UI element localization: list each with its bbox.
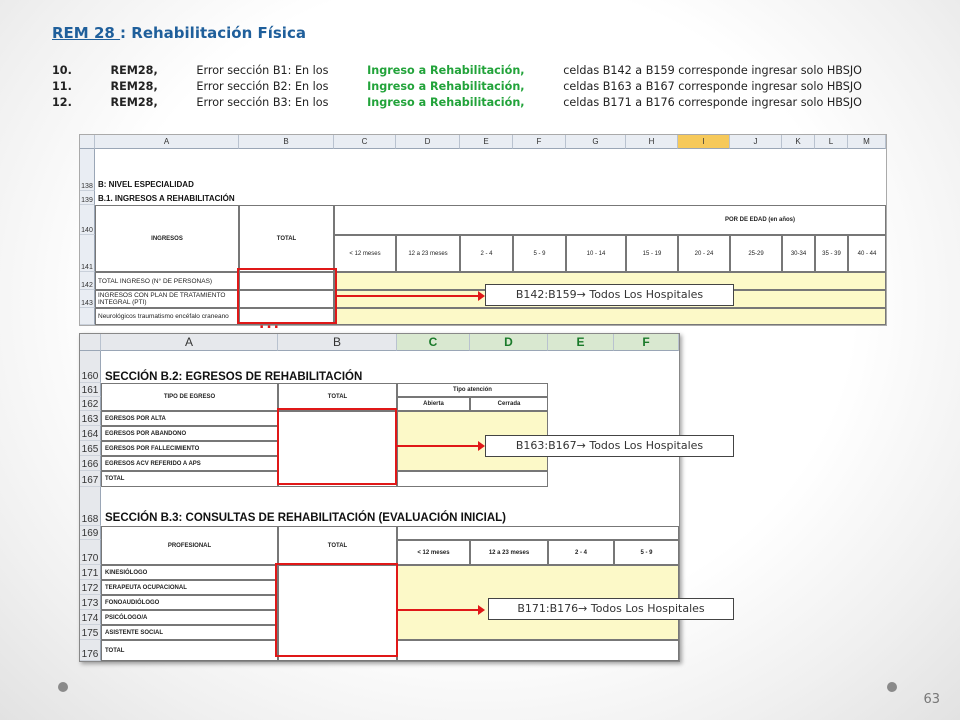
- row-header[interactable]: 142: [80, 272, 95, 290]
- error-item: 12. REM28, Error sección B3: En los Ingreso a Rehabilitación, celdas B171 a B176 corresponde ingresar solo HBSJO: [52, 96, 862, 109]
- row-header[interactable]: 175: [80, 625, 101, 640]
- row-header[interactable]: 138: [80, 149, 95, 191]
- prof-label: KINESIÓLOGO: [101, 565, 278, 580]
- row-header[interactable]: 168: [80, 508, 101, 526]
- header-cerrada: Cerrada: [470, 397, 548, 411]
- age-header: 2 - 4: [548, 540, 614, 565]
- header-blank: [397, 526, 679, 540]
- row-header[interactable]: 171: [80, 565, 101, 580]
- error-item: 10. REM28, Error sección B1: En los Ingreso a Rehabilitación, celdas B142 a B159 corresponde ingresar solo HBSJO: [52, 64, 862, 77]
- col-header-j[interactable]: J: [730, 135, 782, 149]
- col-header-i[interactable]: I: [678, 135, 730, 149]
- age-header: 5 - 9: [513, 235, 566, 272]
- row-header[interactable]: 141: [80, 235, 95, 272]
- error-list: [52, 63, 862, 111]
- arrow: [397, 445, 483, 447]
- row-header[interactable]: 165: [80, 441, 101, 456]
- col-header-a[interactable]: A: [95, 135, 239, 149]
- row-label: Neurológicos traumatismo encéfalo craneano: [95, 308, 239, 325]
- egreso-label: EGRESOS POR ABANDONO: [101, 426, 278, 441]
- header-profesional: PROFESIONAL: [101, 526, 278, 565]
- age-header: < 12 meses: [334, 235, 396, 272]
- header-abierta: Abierta: [397, 397, 470, 411]
- header-total: TOTAL: [278, 383, 397, 411]
- row-header[interactable]: 169: [80, 526, 101, 540]
- egreso-label: EGRESOS POR ALTA: [101, 411, 278, 426]
- row-header[interactable]: 139: [80, 191, 95, 205]
- data-cell[interactable]: [334, 308, 886, 325]
- egreso-label: EGRESOS POR FALLECIMIENTO: [101, 441, 278, 456]
- data-cell[interactable]: [397, 640, 679, 661]
- row-header[interactable]: 166: [80, 456, 101, 471]
- corner-cell: [80, 334, 101, 351]
- col-header-a[interactable]: A: [101, 334, 278, 351]
- bullet-left: [58, 682, 68, 692]
- prof-label: TOTAL: [101, 640, 278, 661]
- row-header[interactable]: 170: [80, 540, 101, 565]
- age-header: 5 - 9: [614, 540, 679, 565]
- page-number: 63: [923, 692, 940, 707]
- col-header-d[interactable]: D: [470, 334, 548, 351]
- row-label: TOTAL INGRESO (N° DE PERSONAS): [95, 272, 239, 290]
- highlight-b163: [277, 408, 397, 485]
- age-header: 35 - 39: [815, 235, 848, 272]
- age-header: 20 - 24: [678, 235, 730, 272]
- arrow: [337, 295, 483, 297]
- egreso-label: EGRESOS ACV REFERIDO A APS: [101, 456, 278, 471]
- row-header[interactable]: 172: [80, 580, 101, 595]
- row-header[interactable]: 140: [80, 205, 95, 235]
- slide-title: [52, 24, 306, 42]
- row-header[interactable]: 143: [80, 290, 95, 308]
- col-header-k[interactable]: K: [782, 135, 815, 149]
- data-cell[interactable]: [397, 471, 548, 487]
- age-header: 40 - 44: [848, 235, 886, 272]
- prof-label: PSICÓLOGO/A: [101, 610, 278, 625]
- callout-b142: B142:B159→ Todos Los Hospitales: [485, 284, 734, 306]
- prof-label: FONOAUDIÓLOGO: [101, 595, 278, 610]
- callout-b163: B163:B167→ Todos Los Hospitales: [485, 435, 734, 457]
- row-header[interactable]: 174: [80, 610, 101, 625]
- arrow: [398, 609, 483, 611]
- age-header: 12 a 23 meses: [470, 540, 548, 565]
- header-por-edad: POR DE EDAD (en años): [334, 205, 886, 235]
- prof-label: ASISTENTE SOCIAL: [101, 625, 278, 640]
- col-header-d[interactable]: D: [396, 135, 460, 149]
- row-header[interactable]: [80, 308, 95, 325]
- col-header-f[interactable]: F: [614, 334, 679, 351]
- col-header-l[interactable]: L: [815, 135, 848, 149]
- callout-b171: B171:B176→ Todos Los Hospitales: [488, 598, 734, 620]
- header-tipo-atencion: Tipo atención: [397, 383, 548, 397]
- row-header[interactable]: 167: [80, 471, 101, 487]
- col-header-m[interactable]: M: [848, 135, 886, 149]
- header-total: TOTAL: [278, 526, 397, 565]
- egreso-label: TOTAL: [101, 471, 278, 487]
- highlight-b171: [275, 563, 398, 657]
- col-header-b[interactable]: B: [278, 334, 397, 351]
- corner-cell: [80, 135, 95, 149]
- col-header-g[interactable]: G: [566, 135, 626, 149]
- age-header: 30-34: [782, 235, 815, 272]
- age-header: 2 - 4: [460, 235, 513, 272]
- row-header[interactable]: 164: [80, 426, 101, 441]
- section-title: B: NIVEL ESPECIALIDAD: [98, 180, 194, 189]
- col-header-e[interactable]: E: [460, 135, 513, 149]
- error-item: 11. REM28, Error sección B2: En los Ingreso a Rehabilitación, celdas B163 a B167 corresponde ingresar solo HBSJO: [52, 80, 862, 93]
- col-header-b[interactable]: B: [239, 135, 334, 149]
- row-label: INGRESOS CON PLAN DE TRATAMIENTO INTEGRAL (PTI): [95, 290, 239, 308]
- age-header: 12 a 23 meses: [396, 235, 460, 272]
- title-rest: : Rehabilitación Física: [120, 24, 306, 42]
- prof-label: TERAPEUTA OCUPACIONAL: [101, 580, 278, 595]
- col-header-f[interactable]: F: [513, 135, 566, 149]
- row-header[interactable]: 176: [80, 640, 101, 661]
- col-header-c[interactable]: C: [334, 135, 396, 149]
- age-header: 15 - 19: [626, 235, 678, 272]
- col-header-c[interactable]: C: [397, 334, 470, 351]
- ellipsis: ...: [259, 316, 281, 332]
- row-header[interactable]: 160: [80, 351, 101, 383]
- row-header[interactable]: 163: [80, 411, 101, 426]
- subsection-title: B.1. INGRESOS A REHABILITACIÓN: [98, 194, 235, 203]
- title-link[interactable]: REM 28: [52, 24, 121, 42]
- age-header: 10 - 14: [566, 235, 626, 272]
- age-header: < 12 meses: [397, 540, 470, 565]
- section-b2-title: SECCIÓN B.2: EGRESOS DE REHABILITACIÓN: [105, 371, 363, 383]
- row-header[interactable]: 162: [80, 397, 101, 411]
- section-b3-title: SECCIÓN B.3: CONSULTAS DE REHABILITACIÓN (EVALUACIÓN INICIAL): [105, 512, 507, 524]
- highlight-b142: [237, 268, 337, 324]
- row-header[interactable]: 161: [80, 383, 101, 397]
- row-header[interactable]: 173: [80, 595, 101, 610]
- bullet-right: [887, 682, 897, 692]
- header-ingresos: INGRESOS: [95, 205, 239, 272]
- col-header-e[interactable]: E: [548, 334, 614, 351]
- col-header-h[interactable]: H: [626, 135, 678, 149]
- header-total: TOTAL: [239, 205, 334, 272]
- age-header: 25-29: [730, 235, 782, 272]
- header-tipo-egreso: TIPO DE EGRESO: [101, 383, 278, 411]
